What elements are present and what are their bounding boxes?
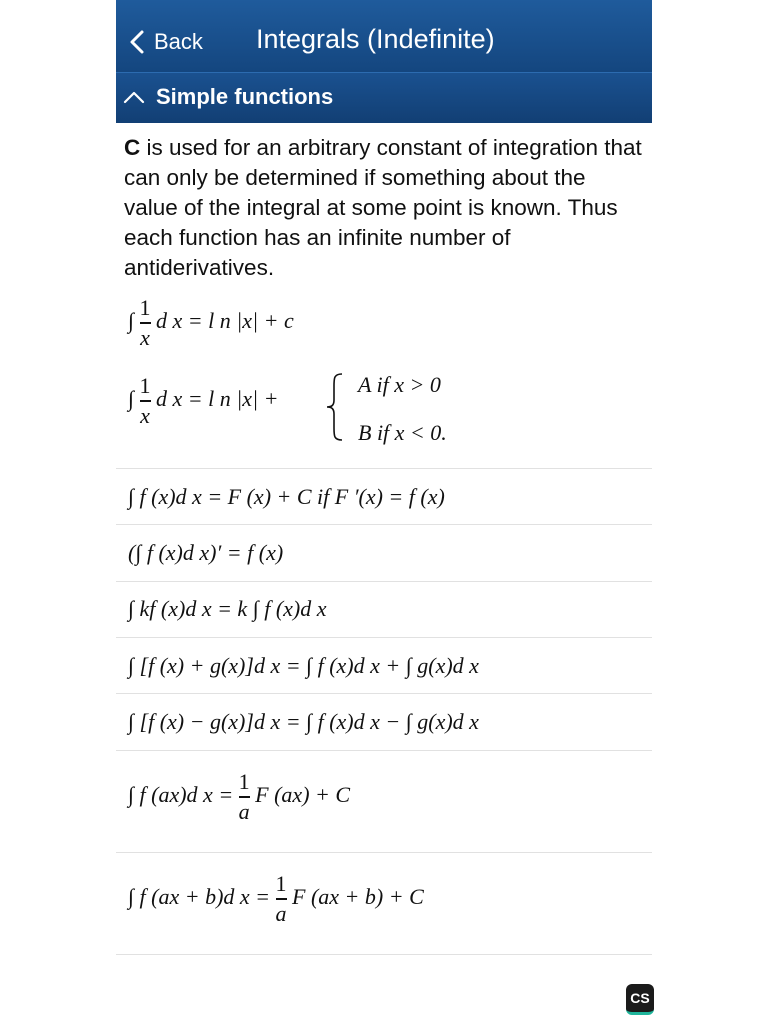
navigation-bar xyxy=(116,0,652,72)
fraction-1-over-x xyxy=(140,374,151,428)
page-title: Integrals (Indefinite) xyxy=(256,24,495,54)
intro-text: is used for an arbitrary constant of integration that can only be determined if something about the value of the integral at some point is known. Thus each function has an infinite number of antiderivatives. xyxy=(124,135,642,280)
formula-text-right: F (ax) + C xyxy=(255,781,351,807)
case-negative: B if x < 0. xyxy=(358,420,447,445)
fraction-numerator: 1 xyxy=(238,769,250,794)
back-label: Back xyxy=(154,29,203,54)
divider xyxy=(116,852,652,853)
formula-text-right: F (ax + b) + C xyxy=(292,883,424,909)
left-brace-icon xyxy=(324,372,346,442)
divider xyxy=(116,637,652,638)
intro-constant: C xyxy=(124,135,141,160)
formula-row-4 xyxy=(116,538,652,578)
integral-sign: ∫ xyxy=(128,385,135,411)
divider xyxy=(116,468,652,469)
formula-row-5 xyxy=(116,594,652,634)
section-label: Simple functions xyxy=(156,84,334,109)
formula-text: ∫ kf (x)d x = k ∫ f (x)d x xyxy=(128,596,327,621)
divider xyxy=(116,581,652,582)
formula-row-9 xyxy=(116,872,652,942)
chevron-up-icon xyxy=(122,89,146,105)
formula-row-7 xyxy=(116,707,652,747)
fraction-denominator: a xyxy=(275,900,287,926)
app-screen xyxy=(116,0,652,1024)
fraction-numerator: 1 xyxy=(139,373,151,398)
intro-paragraph xyxy=(124,133,644,283)
formula-text: ∫ f (x)d x = F (x) + C if F ′(x) = f (x) xyxy=(128,484,445,509)
formula-text-left: ∫ f (ax)d x = xyxy=(128,781,234,807)
formula-text: (∫ f (x)d x)′ = f (x) xyxy=(128,540,284,565)
divider xyxy=(116,693,652,694)
formula-text: d x = l n |x| + c xyxy=(156,307,294,333)
divider xyxy=(116,954,652,955)
formula-text-left: ∫ f (ax + b)d x = xyxy=(128,883,271,909)
fraction-1-over-x xyxy=(140,296,151,350)
fraction-denominator: a xyxy=(238,798,250,824)
camscanner-logo: CS xyxy=(626,984,654,1015)
divider xyxy=(116,524,652,525)
formula-text: ∫ [f (x) − g(x)]d x = ∫ f (x)d x − ∫ g(x)d x xyxy=(128,709,479,734)
formula-row-3 xyxy=(116,482,652,522)
divider xyxy=(116,750,652,751)
case-positive: A if x > 0 xyxy=(358,372,441,397)
formula-row-6 xyxy=(116,651,652,691)
fraction-denominator: x xyxy=(140,402,150,428)
fraction-denominator: x xyxy=(140,324,150,350)
chevron-left-icon xyxy=(126,29,148,55)
integral-sign: ∫ xyxy=(128,307,135,333)
formula-text: ∫ [f (x) + g(x)]d x = ∫ f (x)d x + ∫ g(x)d x xyxy=(128,653,479,678)
fraction-1-over-a xyxy=(239,770,250,824)
fraction-numerator: 1 xyxy=(275,871,287,896)
back-button[interactable] xyxy=(126,24,203,60)
formula-row-2 xyxy=(116,368,652,462)
formula-row-1 xyxy=(116,290,652,354)
fraction-1-over-a xyxy=(276,872,287,926)
formula-row-8 xyxy=(116,770,652,840)
formula-text: d x = l n |x| + xyxy=(156,385,279,411)
section-header-simple-functions[interactable] xyxy=(116,72,652,123)
fraction-numerator: 1 xyxy=(139,295,151,320)
